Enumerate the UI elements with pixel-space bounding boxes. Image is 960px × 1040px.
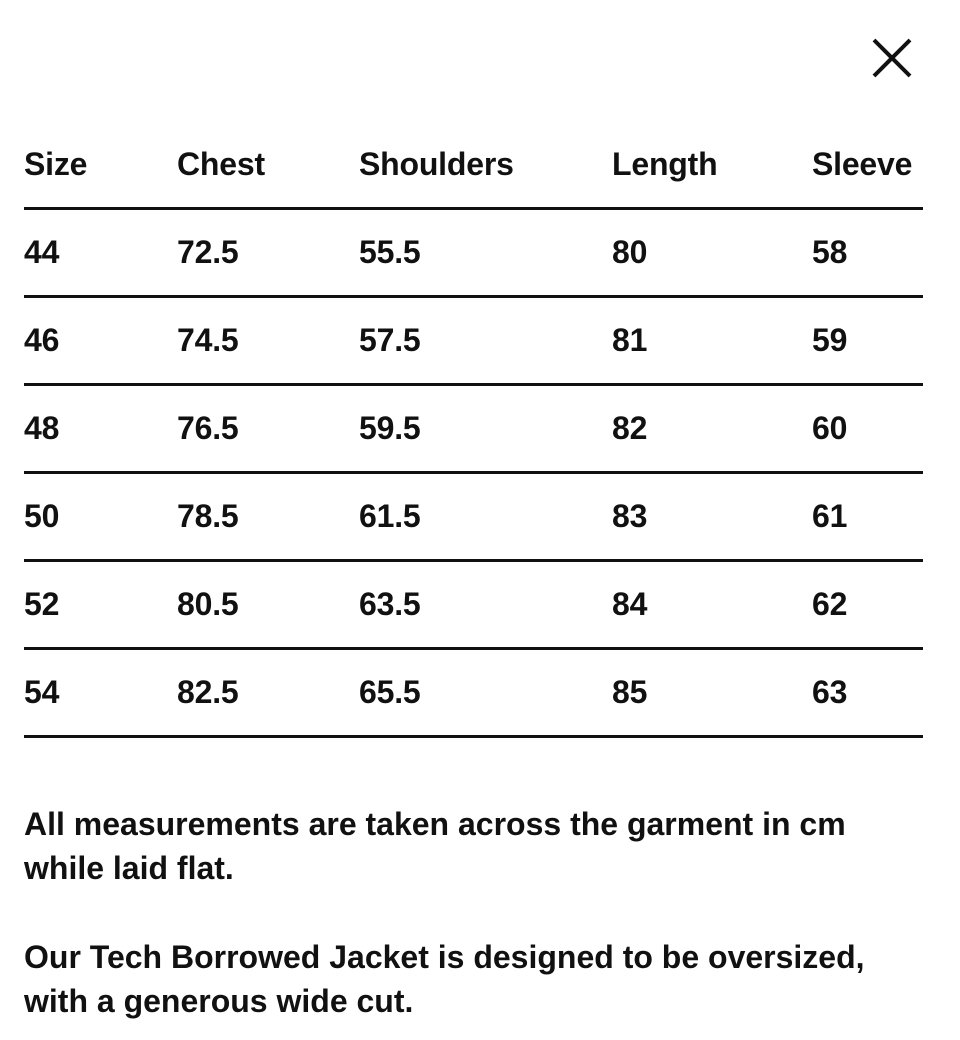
cell-size: 48 <box>24 410 60 446</box>
size-chart-table <box>24 122 923 738</box>
cell-sleeve: 60 <box>812 410 848 446</box>
header-sleeve: Sleeve <box>812 146 913 182</box>
cell-shoulders: 59.5 <box>359 410 421 446</box>
close-button[interactable] <box>868 34 916 82</box>
fit-note: Our Tech Borrowed Jacket is designed to be oversized, with a generous wide cut. <box>24 939 865 1019</box>
cell-size: 46 <box>24 322 60 358</box>
cell-shoulders: 55.5 <box>359 234 421 270</box>
cell-sleeve: 58 <box>812 234 848 270</box>
table-row <box>24 562 923 650</box>
cell-sleeve: 61 <box>812 498 848 534</box>
table-row <box>24 474 923 562</box>
cell-shoulders: 63.5 <box>359 586 421 622</box>
header-shoulders: Shoulders <box>359 146 514 182</box>
cell-length: 83 <box>612 498 648 534</box>
cell-chest: 82.5 <box>177 674 239 710</box>
close-icon <box>868 34 916 82</box>
cell-length: 85 <box>612 674 648 710</box>
table-row <box>24 386 923 474</box>
cell-length: 80 <box>612 234 648 270</box>
header-length: Length <box>612 146 718 182</box>
measurement-note: All measurements are taken across the garment in cm while laid flat. <box>24 806 846 886</box>
cell-length: 81 <box>612 322 648 358</box>
table-row <box>24 210 923 298</box>
cell-length: 82 <box>612 410 648 446</box>
cell-size: 50 <box>24 498 60 534</box>
cell-chest: 74.5 <box>177 322 239 358</box>
cell-shoulders: 57.5 <box>359 322 421 358</box>
cell-sleeve: 59 <box>812 322 848 358</box>
cell-chest: 72.5 <box>177 234 239 270</box>
table-header-row <box>24 122 923 210</box>
table-row <box>24 650 923 738</box>
cell-sleeve: 63 <box>812 674 848 710</box>
header-size: Size <box>24 146 88 182</box>
cell-shoulders: 61.5 <box>359 498 421 534</box>
cell-size: 54 <box>24 674 60 710</box>
cell-sleeve: 62 <box>812 586 848 622</box>
cell-chest: 76.5 <box>177 410 239 446</box>
cell-length: 84 <box>612 586 648 622</box>
cell-shoulders: 65.5 <box>359 674 421 710</box>
cell-chest: 78.5 <box>177 498 239 534</box>
table-row <box>24 298 923 386</box>
cell-size: 44 <box>24 234 60 270</box>
header-chest: Chest <box>177 146 265 182</box>
cell-chest: 80.5 <box>177 586 239 622</box>
cell-size: 52 <box>24 586 60 622</box>
